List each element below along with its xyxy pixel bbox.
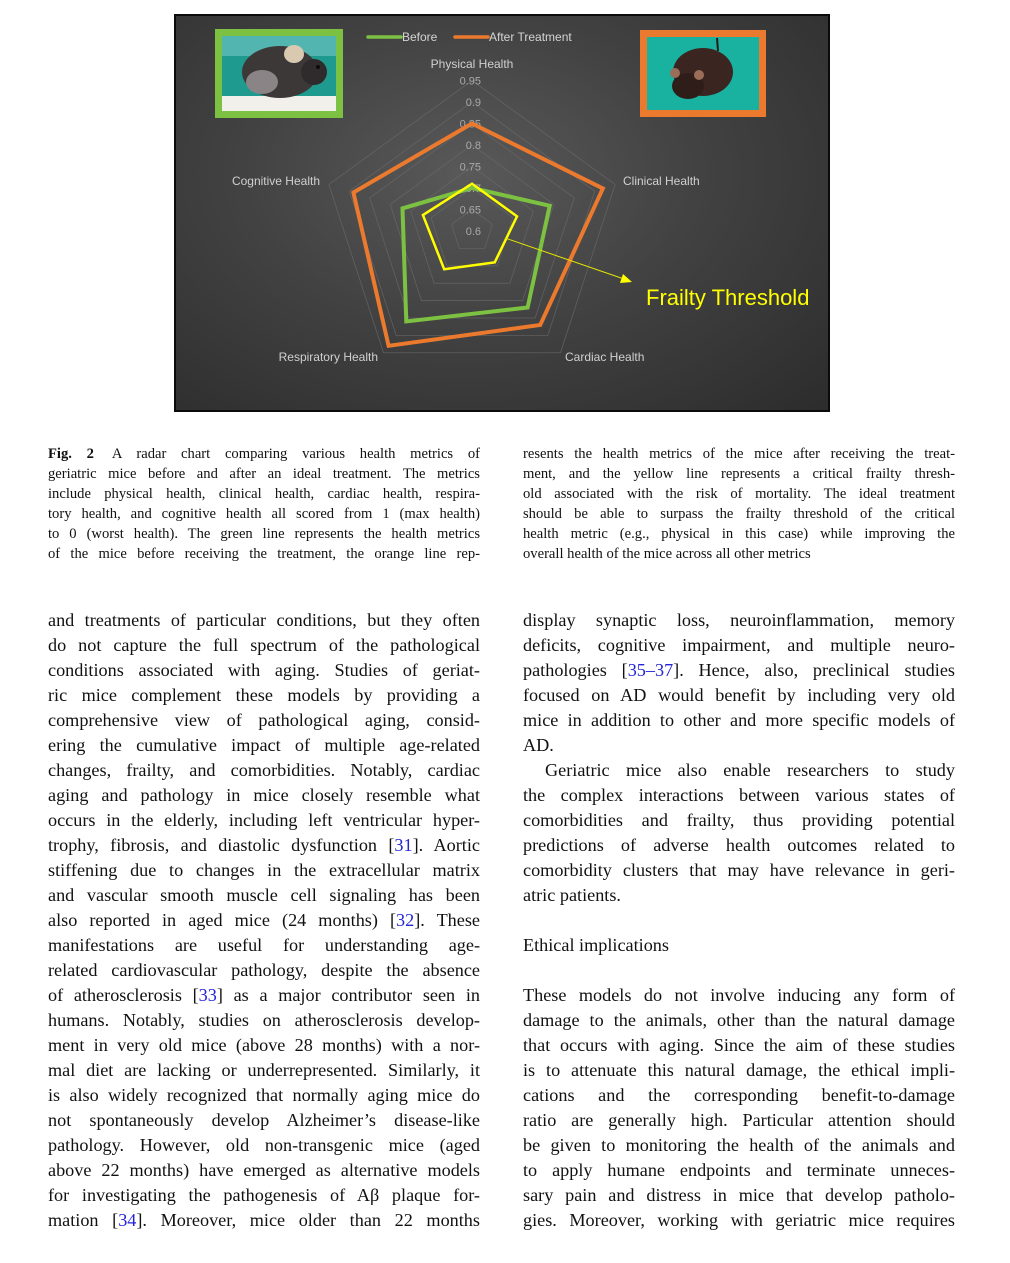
tick-label: 0.8 bbox=[465, 140, 481, 152]
text-line: aging and pathology in mice closely resemble what bbox=[48, 785, 480, 805]
text-line: and vascular smooth muscle cell signaling has been bbox=[48, 885, 480, 905]
text-line: cations and the corresponding benefit-to-damage bbox=[523, 1085, 955, 1105]
text-line: manifestations are useful for understanding age- bbox=[48, 935, 480, 955]
citation-link[interactable]: 32 bbox=[396, 910, 415, 930]
tick-label: 0.9 bbox=[465, 97, 481, 109]
text-line: AD. bbox=[523, 735, 554, 755]
axis-label-respiratory-health: Respiratory Health bbox=[278, 350, 378, 364]
caption-line: overall health of the mice across all other metrics bbox=[523, 546, 811, 562]
radar-chart-figure bbox=[174, 14, 830, 412]
text-line: that occurs with aging. Since the aim of these studies bbox=[523, 1035, 955, 1055]
text-line: Geriatric mice also enable researchers to study bbox=[545, 760, 955, 780]
caption-line: A radar chart comparing various health metrics of bbox=[111, 446, 480, 462]
paragraph bbox=[523, 983, 955, 1233]
tick-label: 0.65 bbox=[459, 204, 481, 217]
text-line: sary pain and distress in mice that develop patholo- bbox=[523, 1185, 955, 1205]
text-line: comprehensive view of pathological aging, consid- bbox=[48, 710, 480, 730]
citation-link[interactable]: 31 bbox=[394, 835, 413, 855]
tick-label: 0.75 bbox=[459, 161, 481, 174]
text-line: the complex interactions between various states of bbox=[523, 785, 955, 805]
text-line: ric mice complement these models by providing a bbox=[48, 685, 480, 705]
tick-label: 0.85 bbox=[459, 118, 481, 131]
section-heading: Ethical implications bbox=[523, 935, 669, 955]
text-line: of atherosclerosis [33] as a major contributor seen in bbox=[48, 985, 480, 1005]
caption-line: include physical health, clinical health, cardiac health, respira- bbox=[48, 486, 480, 502]
text-line: and treatments of particular conditions, but they often bbox=[48, 610, 480, 630]
caption-line: geriatric mice before and after an ideal treatment. The metrics bbox=[48, 466, 480, 482]
caption-line: to 0 (worst health). The green line represents the health metrics bbox=[48, 526, 480, 542]
text-line: focused on AD would benefit by including very old bbox=[523, 685, 955, 705]
figure-label: Fig. 2 bbox=[48, 446, 94, 462]
axis-label-cardiac-health: Cardiac Health bbox=[565, 350, 645, 364]
axis-label-cognitive-health: Cognitive Health bbox=[231, 174, 320, 188]
radar-tick-labels bbox=[460, 76, 481, 239]
text-line: damage to the animals, other than the natural damage bbox=[523, 1010, 955, 1030]
text-line: occurs in the elderly, including left ventricular hyper- bbox=[48, 810, 480, 830]
tick-label: 0.7 bbox=[465, 183, 481, 195]
text-line: atric patients. bbox=[523, 885, 621, 905]
legend-before-label: Before bbox=[402, 30, 438, 44]
text-line: mice in addition to other and more specific models of bbox=[523, 710, 955, 730]
axis-label-physical-health: Physical Health bbox=[430, 57, 514, 71]
text-line: deficits, cognitive impairment, and multiple neuro- bbox=[523, 635, 955, 655]
text-line: changes, frailty, and comorbidities. Notably, cardiac bbox=[48, 760, 480, 780]
text-line: trophy, fibrosis, and diastolic dysfunction [31]. Aortic bbox=[48, 835, 480, 855]
text-line: be given to monitoring the health of the animals and bbox=[523, 1135, 955, 1155]
radar-chart bbox=[174, 14, 830, 412]
caption-line: should be able to surpass the frailty threshold of the critical bbox=[523, 506, 955, 522]
text-line: mal diet are lacking or underrepresented. Similarly, it bbox=[48, 1060, 480, 1080]
text-line: These models do not involve inducing any form of bbox=[523, 985, 955, 1005]
text-line: also reported in aged mice (24 months) [32]. These bbox=[48, 910, 480, 930]
citation-link[interactable]: 35–37 bbox=[627, 660, 674, 680]
text-line: not spontaneously develop Alzheimer’s disease-like bbox=[48, 1110, 480, 1130]
caption-line: health metric (e.g., physical in this case) while improving the bbox=[523, 526, 955, 542]
text-line: ering the cumulative impact of multiple age-related bbox=[48, 735, 480, 755]
arrow-head-icon bbox=[620, 274, 632, 283]
chart-legend bbox=[368, 30, 572, 44]
text-line: ment in very old mice (above 28 months) with a nor- bbox=[48, 1035, 480, 1055]
caption-line: old associated with the risk of mortality. The ideal treatment bbox=[523, 486, 955, 502]
text-line: is to attenuate this natural damage, the ethical impli- bbox=[523, 1060, 955, 1080]
axis-label-clinical-health: Clinical Health bbox=[623, 174, 700, 188]
body-column-left bbox=[48, 608, 480, 1233]
text-line: comorbidities and frailty, thus providing potential bbox=[523, 810, 955, 830]
text-line: pathologies [35–37]. Hence, also, preclinical studies bbox=[523, 660, 955, 680]
mouse-before-photo bbox=[215, 29, 343, 118]
text-line: predictions of adverse health outcomes related to bbox=[523, 835, 955, 855]
frailty-threshold-label: Frailty Threshold bbox=[646, 285, 810, 310]
legend-after-label: After Treatment bbox=[489, 30, 572, 44]
text-line: is also widely recognized that normally aging mice do bbox=[48, 1085, 480, 1105]
caption-line: ment, and the yellow line represents a critical frailty thresh- bbox=[523, 466, 955, 482]
text-line: conditions associated with aging. Studies of geriat- bbox=[48, 660, 480, 680]
text-line: mation [34]. Moreover, mice older than 22 months bbox=[48, 1210, 480, 1230]
text-line: pathology. However, old non-transgenic mice (aged bbox=[48, 1135, 480, 1155]
text-line: related cardiovascular pathology, despite the absence bbox=[48, 960, 480, 980]
text-line: to apply humane endpoints and terminate unneces- bbox=[523, 1160, 955, 1180]
text-line: comorbidity clusters that may have relevance in geri- bbox=[523, 860, 955, 880]
text-line: above 22 months) have emerged as alternative models bbox=[48, 1160, 480, 1180]
figure-caption-right bbox=[523, 444, 955, 564]
tick-label: 0.6 bbox=[465, 226, 481, 238]
text-line: for investigating the pathogenesis of Aβ plaque for- bbox=[48, 1185, 480, 1205]
mouse-after-photo bbox=[640, 30, 766, 117]
text-line: humans. Notably, studies on atherosclerosis develop- bbox=[48, 1010, 480, 1030]
citation-link[interactable]: 34 bbox=[118, 1210, 137, 1230]
text-line: gies. Moreover, working with geriatric mice requires bbox=[523, 1210, 955, 1230]
caption-line: tory health, and cognitive health all scored from 1 (max health) bbox=[48, 506, 480, 522]
caption-line: of the mice before receiving the treatment, the orange line rep- bbox=[48, 546, 480, 562]
figure-caption-left bbox=[48, 444, 480, 564]
text-line: display synaptic loss, neuroinflammation, memory bbox=[523, 610, 955, 630]
caption-line: resents the health metrics of the mice after receiving the treat- bbox=[523, 446, 955, 462]
tick-label: 0.95 bbox=[459, 75, 481, 88]
text-line: stiffening due to changes in the extracellular matrix bbox=[48, 860, 480, 880]
paragraph bbox=[523, 758, 955, 908]
paragraph bbox=[523, 608, 955, 758]
text-line: do not capture the full spectrum of the pathological bbox=[48, 635, 480, 655]
text-line: ratio are generally high. Particular attention should bbox=[523, 1110, 955, 1130]
citation-link[interactable]: 33 bbox=[198, 985, 217, 1005]
body-column-right bbox=[523, 608, 955, 1233]
